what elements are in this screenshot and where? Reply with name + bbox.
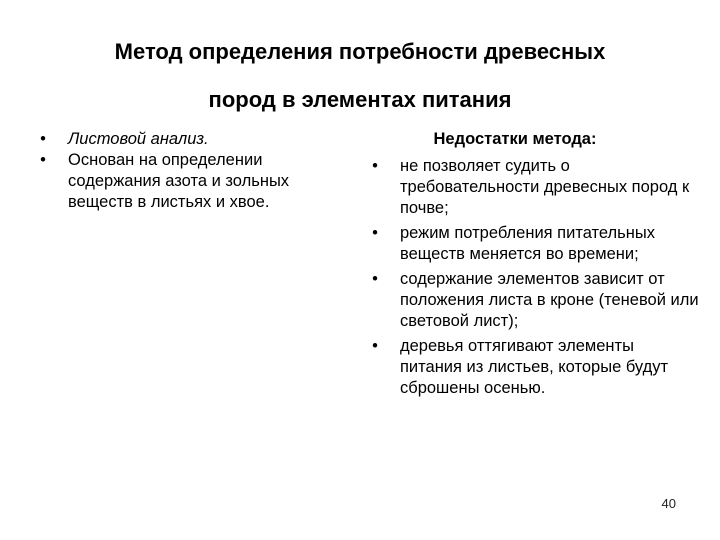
left-column <box>40 129 358 213</box>
left-bullet-text: Листовой анализ. <box>68 130 209 148</box>
drawback-text: не позволяет судить о требовательности древесных пород к почве; <box>400 157 690 217</box>
drawback-text: режим потребления питательных веществ меняется во времени; <box>400 224 655 263</box>
left-bullet-list <box>40 129 358 213</box>
bullet-icon: • <box>372 337 378 355</box>
drawback-item <box>372 223 700 265</box>
drawback-item <box>372 269 700 332</box>
drawback-item <box>372 336 700 399</box>
left-bullet-item <box>40 129 358 150</box>
bullet-icon: • <box>40 151 46 169</box>
drawback-item <box>372 156 700 219</box>
bullet-icon: • <box>372 224 378 242</box>
page-number: 40 <box>661 496 676 511</box>
slide-title <box>0 28 720 124</box>
bullet-icon: • <box>40 130 46 148</box>
bullet-icon: • <box>372 157 378 175</box>
drawback-text: деревья оттягивают элементы питания из листьев, которые будут сброшены осенью. <box>400 337 669 397</box>
right-column <box>372 129 700 403</box>
title-line-1: Метод определения потребности древесных <box>114 39 606 64</box>
drawbacks-heading: Недостатки метода: <box>433 130 597 148</box>
drawback-text: содержание элементов зависит от положения листа в кроне (теневой или световой лист); <box>400 270 699 330</box>
drawbacks-list <box>372 156 700 399</box>
left-bullet-item <box>40 150 358 213</box>
bullet-icon: • <box>372 270 378 288</box>
left-bullet-text: Основан на определении содержания азота и зольных веществ в листьях и хвое. <box>68 151 290 211</box>
title-line-2: пород в элементах питания <box>208 87 512 112</box>
